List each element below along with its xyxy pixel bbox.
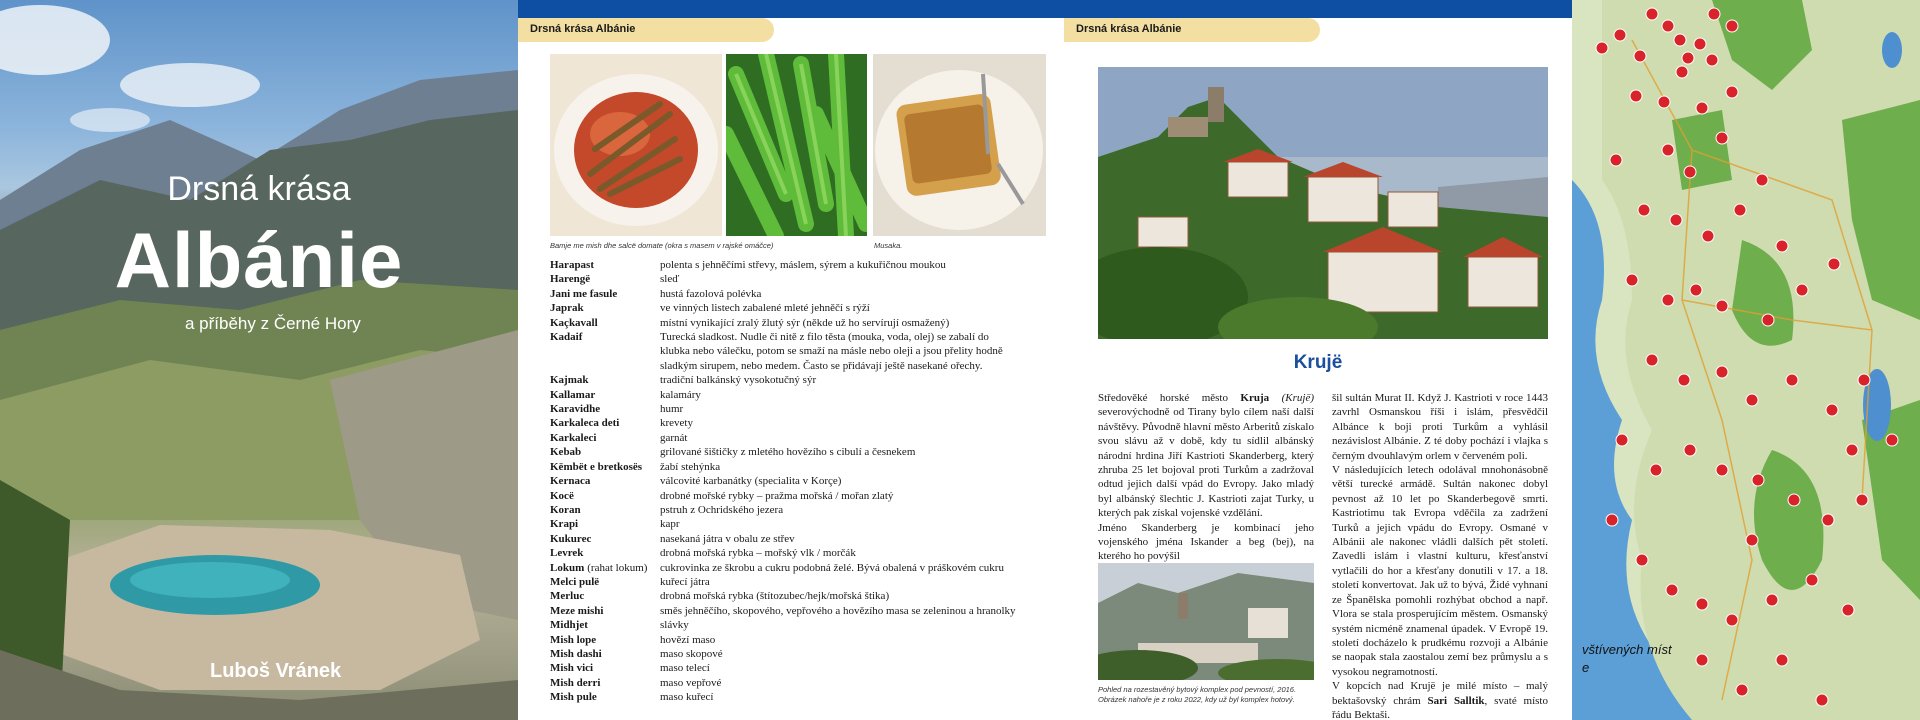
glossary-term-text: Merluc [550, 590, 585, 603]
photo-moussaka [873, 54, 1046, 236]
glossary-term [550, 316, 660, 330]
glossary-definition: směs jehněčího, skopového, vepřového a hovězího masa se zeleninou a hranolky [660, 604, 1016, 617]
caption-construction: Pohled na rozestavěný bytový komplex pod pevností, 2016. Obrázek nahoře je z roku 2022, kdy už byl komplex hotový. [1098, 685, 1297, 704]
glossary-term-text: Karkaleca deti [550, 417, 620, 430]
photo-okra [726, 54, 867, 236]
glossary-definition: drobná mořská rybka – mořský vlk / morčák [660, 547, 856, 560]
glossary-definition: Turecká sladkost. Nudle či nitě z filo těsta (mouka, voda, olej) se zabalí do [660, 331, 989, 344]
glossary-row [550, 316, 1050, 330]
glossary-definition: maso kuřecí [660, 691, 714, 704]
glossary-row [550, 604, 1050, 618]
glossary-term-text: Japrak [550, 302, 584, 315]
cover-subtitle: Drsná krása [167, 170, 351, 208]
glossary-term-text: Mish lope [550, 633, 597, 646]
glossary-definition: maso vepřové [660, 676, 722, 689]
glossary-definition: sladkým sirupem, nebo medem. Často se přidávají ještě nasekané ořechy. [660, 359, 983, 372]
map-illustration [1572, 0, 1920, 720]
glossary-row [550, 272, 1050, 286]
glossary-definition: ve vinných listech zabalené mleté jehněčí s rýží [660, 302, 870, 315]
glossary-term [550, 388, 660, 402]
glossary-row [550, 647, 1050, 661]
glossary-row [550, 258, 1050, 272]
glossary-row [550, 301, 1050, 315]
glossary-term [550, 604, 660, 618]
glossary-term [550, 503, 660, 517]
glossary-definition: místní vynikající zralý žlutý sýr (někde už ho servírují osmažený) [660, 316, 950, 329]
glossary-term-text: Kernaca [550, 475, 591, 488]
glossary-term [550, 344, 660, 358]
glossary-term-text: Kaçkavall [550, 316, 598, 329]
cover-author: Luboš Vránek [210, 660, 342, 682]
glossary-row [550, 460, 1050, 474]
caption-okra-stew: Bamje me mish dhe salcë domate (okra s masem v rajské omáčce) [550, 241, 774, 250]
glossary-term [550, 301, 660, 315]
cover-title: Albánie [114, 216, 404, 304]
glossary-term [550, 546, 660, 560]
glossary-term-text: Midhjet [550, 619, 588, 632]
glossary-row [550, 517, 1050, 531]
glossary-row [550, 690, 1050, 704]
glossary-term [550, 589, 660, 603]
page-header-tab: Drsná krása Albánie [1064, 18, 1320, 42]
glossary-definition: cukrovinka ze škrobu a cukru podobná želé. Bývá obalená v práškovém cukru [660, 561, 1004, 574]
glossary-definition: kapr [660, 518, 680, 531]
glossary-term-text: Krapi [550, 518, 579, 531]
kruje-paragraph: Jméno Skanderberg je kombinací jeho vojenského jména Iskander a beg (bej), na kterého ho povýšil [1098, 521, 1314, 563]
glossary-row [550, 489, 1050, 503]
kruje-paragraph [1332, 679, 1548, 720]
glossary-term [550, 373, 660, 387]
text-run: V kopcích nad Krujë je milé místo – malý bektašovský chrám [1332, 680, 1548, 707]
glossary-definition: polenta s jehněčími střevy, máslem, sýrem a kukuřičnou moukou [660, 259, 946, 271]
glossary-row [550, 575, 1050, 589]
glossary-term [550, 517, 660, 531]
glossary-row [550, 402, 1050, 416]
glossary-definition: maso telecí [660, 662, 710, 675]
glossary-term [550, 661, 660, 675]
glossary-term-text: Kajmak [550, 374, 589, 387]
page-top-bar [518, 0, 1064, 18]
glossary-term [550, 532, 660, 546]
glossary-row [550, 287, 1050, 301]
glossary-term-text: Kadaif [550, 331, 583, 344]
glossary-row [550, 373, 1050, 387]
glossary-row [550, 431, 1050, 445]
glossary-definition: kalamáry [660, 388, 701, 401]
photo-okra-stew [550, 54, 722, 236]
glossary-definition: slávky [660, 619, 689, 632]
glossary-definition: válcovité karbanátky (specialita v Korçe) [660, 475, 842, 488]
cover-landscape-illustration [0, 0, 518, 720]
glossary-term-text: Melci pulë [550, 575, 600, 588]
glossary-term [550, 330, 660, 344]
glossary-term [550, 633, 660, 647]
glossary-term-text: Karavidhe [550, 403, 601, 416]
glossary-row [550, 503, 1050, 517]
glossary-definition: garnát [660, 431, 688, 444]
glossary-term [550, 445, 660, 459]
glossary-term [550, 474, 660, 488]
glossary-term-text: Mish pule [550, 691, 597, 704]
albania-map [1572, 0, 1920, 720]
glossary-term-text: Kukurec [550, 532, 592, 545]
glossary-row [550, 474, 1050, 488]
glossary-row [550, 633, 1050, 647]
book-cover [0, 0, 518, 720]
glossary-definition: sleď [660, 273, 680, 286]
kruje-column-right [1332, 391, 1548, 720]
glossary-definition: hustá fazolová polévka [660, 287, 762, 300]
glossary-row [550, 561, 1050, 575]
glossary-definition: klubka nebo válečku, potom se smaží na másle nebo oleji a jsou přelity hodně [660, 345, 1003, 358]
glossary-definition: žabí stehýnka [660, 460, 721, 473]
glossary-term [550, 287, 660, 301]
glossary-term [550, 460, 660, 474]
text-run: severovýchodně od Tirany bylo cílem naší další návštěvy. Původně hlavní město Arberitů získalo svou slávu až v době, kdy tu sídlil albánský národní hrdina Jiří Kastrioti Skanderberg, který zhruba 25 let bojoval proti Turkům a zadržoval odtud jejich další vpád do Evropy. Jako mladý byl albánský šlechtic J. Kastrioti zajat Turky, u kterých pak získal vojenské vzdělání. [1098, 406, 1314, 520]
glossary-term-text: Jani me fasule [550, 287, 618, 300]
glossary-term-text: Levrek [550, 547, 584, 560]
text-bold: Kruja [1240, 392, 1270, 404]
glossary-row [550, 661, 1050, 675]
glossary-term [550, 359, 660, 373]
kruje-page [1064, 0, 1572, 720]
map-legend-fragment: e [1582, 660, 1590, 675]
section-heading-kruje: Krujë [1293, 352, 1343, 373]
glossary-term [550, 647, 660, 661]
glossary-term [550, 416, 660, 430]
glossary-definition: drobné mořské rybky – pražma mořská / mořan zlatý [660, 489, 894, 502]
caption-moussaka: Musaka. [874, 241, 903, 250]
glossary-term-text: Mish dashi [550, 647, 602, 660]
glossary-row [550, 618, 1050, 632]
glossary-row [550, 589, 1050, 603]
glossary-definition: hovězí maso [660, 633, 716, 646]
glossary-term [550, 258, 660, 272]
text-run: , svaté místo řádu Bektaši. [1332, 694, 1548, 720]
glossary-term-text: Kocë [550, 489, 574, 502]
glossary-row [550, 445, 1050, 459]
kruje-paragraph [1098, 391, 1314, 521]
glossary-definition: pstruh z Ochridského jezera [660, 503, 784, 516]
glossary-term [550, 402, 660, 416]
text-run: Středověké horské město [1098, 392, 1241, 404]
glossary-term [550, 489, 660, 503]
glossary-term-text: Mish vici [550, 662, 594, 675]
glossary-definition: krevety [660, 417, 693, 430]
glossary-term [550, 431, 660, 445]
food-glossary-page [518, 0, 1064, 720]
photo-kruje-town [1098, 67, 1548, 339]
glossary-row [550, 676, 1050, 690]
glossary-term [550, 575, 660, 589]
glossary-definition: kuřecí játra [660, 575, 710, 588]
glossary-term-text: Harapast [550, 259, 594, 271]
glossary-term-text: Meze mishi [550, 604, 604, 617]
page-top-bar [1064, 0, 1572, 18]
glossary-term-text: Kebab [550, 446, 582, 459]
photo-kruje-construction [1098, 563, 1314, 680]
cover-tagline: a příběhy z Černé Hory [185, 314, 361, 333]
glossary-term-text: Mish derri [550, 676, 601, 689]
glossary-row [550, 330, 1050, 344]
glossary-definition: grilované šištičky z mletého hovězího s cibulí a česnekem [660, 446, 916, 459]
kruje-column-left [1098, 391, 1314, 564]
glossary-term [550, 690, 660, 704]
glossary-term-text: Harengë [550, 273, 591, 286]
glossary-term [550, 272, 660, 286]
map-legend-fragment: vštívených míst [1582, 642, 1672, 657]
glossary-term-text: Lokum [550, 561, 585, 574]
glossary-row [550, 416, 1050, 430]
glossary-row [550, 359, 1050, 373]
glossary-term [550, 618, 660, 632]
glossary-row [550, 532, 1050, 546]
glossary-row [550, 546, 1050, 560]
kruje-paragraph: V následujících letech odolával mnohonásobně větší turecké armádě. Sultán nakonec dobyl pevnost až 10 let po Skanderbegově smrti. Kastriotimu tak Evropa vděčila za zadržení Turků a jejich vpádu do Evropy. Osmané v Albánii ale nakonec vládli dalších pět století. Zavedli islám i vlastní kulturu, křesťanství vytlačili do hor a křesťany donutili v 17. a 18. století konvertovat. Jak už to bývá, Židé vyhnaní ze Španělska pomohli rozhýbat obchod a např. Vlora se stala prosperujícím městem. Osmanský systém nicméně znamenal úpadek. V Evropě 19. století docházelo k prudkému rozvoji a Albánie se naopak stala zaostalou zemí bez průmyslu a s vysokou negramotností. [1332, 464, 1548, 678]
glossary-term [550, 676, 660, 690]
glossary-row [550, 388, 1050, 402]
glossary-term [550, 561, 660, 575]
page-header-tab: Drsná krása Albánie [518, 18, 774, 42]
glossary-row [550, 344, 1050, 358]
glossary-definition: maso skopové [660, 647, 723, 660]
glossary-definition: humr [660, 403, 684, 416]
glossary-term-text: Karkaleci [550, 431, 597, 444]
glossary-definition: drobná mořská rybka (štítozubec/hejk/mořská štika) [660, 590, 890, 603]
kruje-paragraph: šil sultán Murat II. Když J. Kastrioti v roce 1443 zavrhl Osmanskou říši i islám, přesvědčil Albánce k boji proti Turkům a vyhlásil nezávislost Albánie. Z té doby pochází i vlajka s černým dvouhlavým orlem v červeném poli. [1332, 392, 1548, 462]
glossary-term-text: Këmbët e bretkosës [550, 460, 643, 473]
glossary-term-text: Kallamar [550, 388, 596, 401]
glossary-definition: nasekaná játra v obalu ze střev [660, 532, 795, 545]
glossary-term-text: Koran [550, 503, 581, 516]
glossary-term-note: (rahat lokum) [587, 561, 648, 574]
text-italic: (Krujë) [1269, 392, 1314, 404]
food-glossary-list [550, 258, 1050, 705]
text-bold: Sari Salltik [1427, 694, 1485, 707]
glossary-definition: tradiční balkánský vysokotučný sýr [660, 374, 817, 387]
